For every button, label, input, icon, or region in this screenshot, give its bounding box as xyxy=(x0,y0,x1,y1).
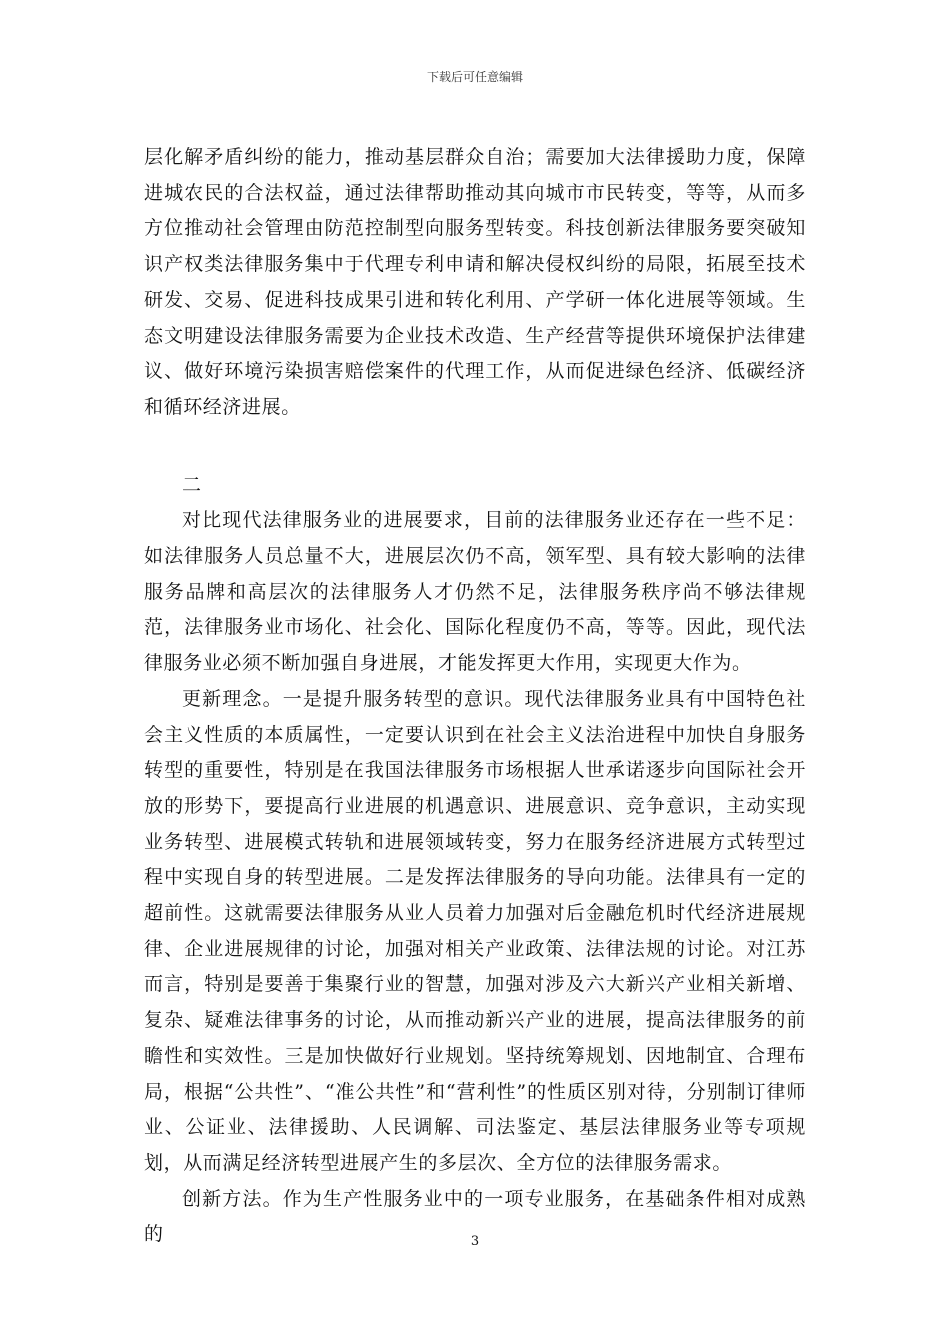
document-body xyxy=(144,140,806,1253)
paragraph-innovate-methods: 创新方法。作为生产性服务业中的一项专业服务，在基础条件相对成熟的 xyxy=(144,1187,806,1246)
section-heading: 二 xyxy=(182,473,202,496)
paragraph-shortcomings: 对比现代法律服务业的进展要求，目前的法律服务业还存在一些不足：如法律服务人员总量不大，进展层次仍不高，领军型、具有较大影响的法律服务品牌和高层次的法律服务人才仍然不足，法律服务秩序尚不够法律规范，法律服务业市场化、社会化、国际化程度仍不高，等等。因此，现代法律服务业必须不断加强自身进展，才能发挥更大作用，实现更大作为。 xyxy=(144,509,806,675)
header-note: 下载后可任意编辑 xyxy=(426,70,523,84)
paragraph-update-concepts: 更新理念。一是提升服务转型的意识。现代法律服务业具有中国特色社会主义性质的本质属性，一定要认识到在社会主义法治进程中加快自身服务转型的重要性，特别是在我国法律服务市场根据人世承诺逐步向国际社会开放的形势下，要提高行业进展的机遇意识、进展意识、竞争意识，主动实现业务转型、进展模式转轨和进展领域转变，努力在服务经济进展方式转型过程中实现自身的转型进展。二是发挥法律服务的导向功能。法律具有一定的超前性。这就需要法律服务从业人员着力加强对后金融危机时代经济进展规律、企业进展规律的讨论，加强对相关产业政策、法律法规的讨论。对江苏而言，特别是要善于集聚行业的智慧，加强对涉及六大新兴产业相关新增、复杂、疑难法律事务的讨论，从而推动新兴产业的进展，提高法律服务的前瞻性和实效性。三是加快做好行业规划。坚持统筹规划、因地制宜、合理布局，根据“公共性”、“准公共性”和“营利性”的性质区别对待，分别制订律师业、公证业、法律援助、人民调解、司法鉴定、基层法律服务业等专项规划，从而满足经济转型进展产生的多层次、全方位的法律服务需求。 xyxy=(144,687,806,1174)
section-gap xyxy=(144,426,806,468)
page-number: 3 xyxy=(470,1234,480,1249)
paragraph-continuation: 层化解矛盾纠纷的能力，推动基层群众自治；需要加大法律援助力度，保障进城农民的合法权益，通过法律帮助推动其向城市市民转变，等等，从而多方位推动社会管理由防范控制型向服务型转变。科技创新法律服务要突破知识产权类法律服务集中于代理专利申请和解决侵权纠纷的局限，拓展至技术研发、交易、促进科技成果引进和转化利用、产学研一体化进展等领域。生态文明建设法律服务需要为企业技术改造、生产经营等提供环境保护法律建议、做好环境污染损害赔偿案件的代理工作，从而促进绿色经济、低碳经济和循环经济进展。 xyxy=(144,146,806,418)
